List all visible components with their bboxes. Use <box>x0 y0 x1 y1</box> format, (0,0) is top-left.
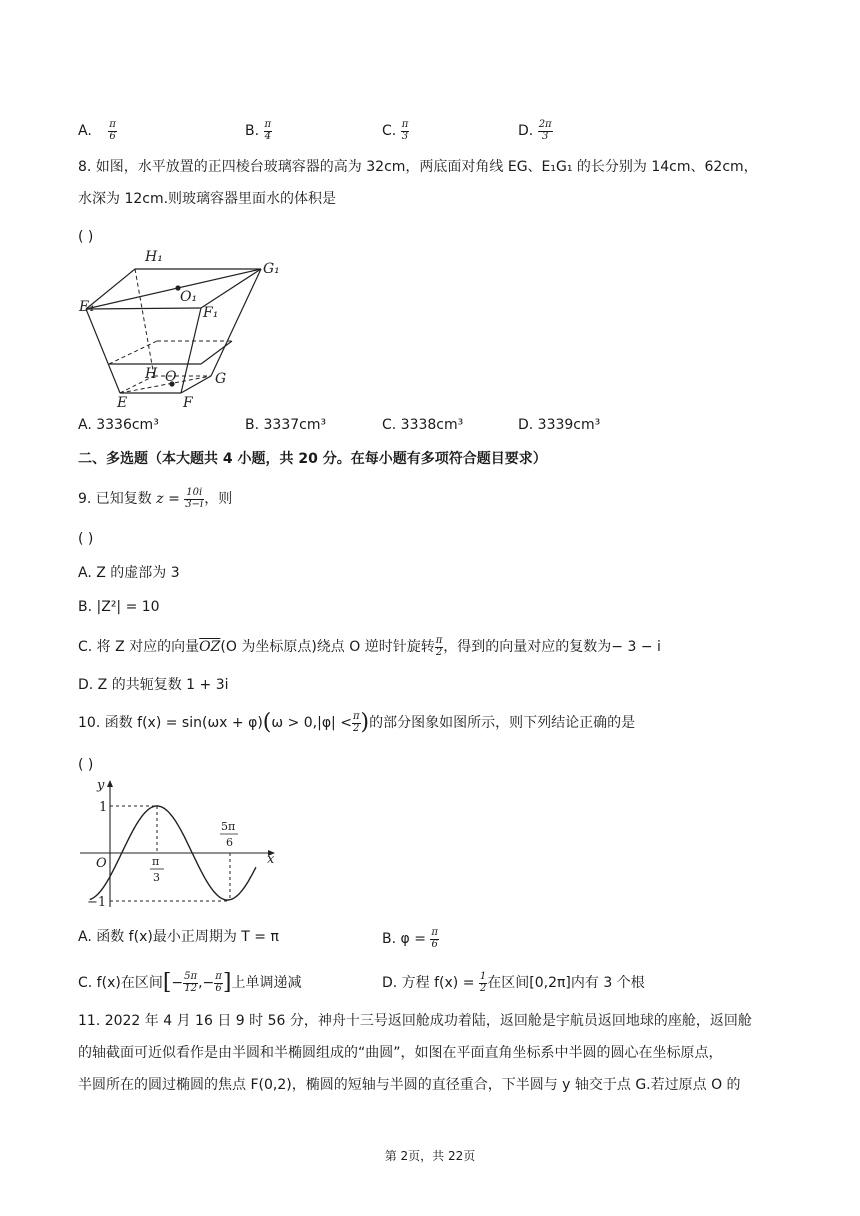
label-f: F <box>183 395 193 410</box>
fraction: $\frac{1}{2}$ <box>479 971 487 994</box>
fraction: $\frac{2\pi}{3}$ <box>538 119 552 142</box>
q8-option-c: C. 3338cm³ <box>382 417 464 433</box>
label-f1: F₁ <box>203 305 219 321</box>
label-h1: H₁ <box>145 249 163 265</box>
section-heading: 二、多选题（本大题共 4 小题，共 20 分。在每小题有多项符合题目要求） <box>78 451 547 467</box>
fraction: $\frac{\pi}{4}$ <box>264 119 272 142</box>
q8-answer-paren: ( ) <box>78 229 94 245</box>
label-e1: E₁ <box>79 299 95 315</box>
q7-option-a: A. $\frac{\pi}{6}$ <box>78 119 116 142</box>
tick-5pi6-den: 6 <box>226 836 233 849</box>
q10-option-c: C. f(x)在区间[− $\frac{5\pi}{12}$ ,− $\frac{\pi}{6}$ ]上单调递减 <box>78 970 302 995</box>
q8-stem-line2: 水深为 12cm.则玻璃容器里面水的体积是 <box>78 191 337 207</box>
q8-stem-line1: 8. 如图，水平放置的正四棱台玻璃容器的高为 32cm，两底面对角线 EG、E₁G₁ 的长分别为 14cm、62cm， <box>78 159 758 175</box>
tick-neg-one: −1 <box>87 895 107 910</box>
fraction: $\frac{\pi}{2}$ <box>435 635 443 658</box>
q10-answer-paren: ( ) <box>78 757 94 773</box>
sine-graph-figure <box>75 775 285 915</box>
q8-option-b: B. 3337cm³ <box>245 417 327 433</box>
label-e: E <box>117 395 128 410</box>
q9-stem: 9. 已知复数 z = $\frac{10i}{3-i}$ ，则 <box>78 487 233 510</box>
label-g: G <box>215 371 227 387</box>
tick-pi3-den: 3 <box>153 871 160 884</box>
q8-option-a: A. 3336cm³ <box>78 417 159 433</box>
fraction: $\frac{\pi}{6}$ <box>109 119 116 142</box>
tick-one: 1 <box>99 800 108 815</box>
q7-option-c: C. $\frac{\pi}{3}$ <box>382 119 409 142</box>
fraction: $\frac{\pi}{3}$ <box>401 119 409 142</box>
tick-pi3-num: π <box>152 855 160 868</box>
q7-option-d: D. $\frac{2\pi}{3}$ <box>518 119 552 142</box>
page-footer: 第 2页，共 22页 <box>384 1149 476 1163</box>
fraction: $\frac{5\pi}{12}$ <box>184 971 198 994</box>
origin-label: O <box>96 856 107 871</box>
q10-option-a: A. 函数 f(x)最小正周期为 T = π <box>78 929 279 945</box>
q10-stem: 10. 函数 f(x) = sin(ωx + φ)(ω > 0,|φ| < $\frac{\pi}{2}$ )的部分图象如图所示，则下列结论正确的是 <box>78 710 636 735</box>
fraction: $\frac{\pi}{2}$ <box>352 711 360 734</box>
y-axis-label: y <box>97 778 105 793</box>
label-g1: G₁ <box>263 261 280 277</box>
q11-stem-line2: 的轴截面可近似看作是由半圆和半椭圆组成的“曲圆”，如图在平面直角坐标系中半圆的圆心在坐标原点， <box>78 1045 723 1061</box>
q9-option-c: C. 将 Z 对应的向量$\overline{OZ}(O$ 为坐标原点)绕点 O 逆时针旋转 $\frac{\pi}{2}$ ，得到的向量对应的复数为− 3 − i <box>78 635 661 658</box>
label-o1: O₁ <box>180 289 198 305</box>
fraction: $\frac{\pi}{6}$ <box>215 971 222 994</box>
tick-5pi6-num: 5π <box>221 820 236 833</box>
q7-option-b: B. $\frac{\pi}{4}$ <box>245 119 272 142</box>
x-axis-label: x <box>267 852 275 867</box>
y-axis-arrow <box>107 780 113 787</box>
q10-option-b: B. φ = $\frac{\pi}{6}$ <box>382 927 438 950</box>
q11-stem-line1: 11. 2022 年 4 月 16 日 9 时 56 分，神舟十三号返回舱成功着陆，返回舱是宇航员返回地球的座舱，返回舱 <box>78 1013 752 1029</box>
fraction: $\frac{10i}{3-i}$ <box>185 487 204 510</box>
q9-option-d: D. Z 的共轭复数 1 + 3i <box>78 677 229 693</box>
frustum-figure <box>75 245 295 410</box>
q9-answer-paren: ( ) <box>78 531 94 547</box>
fraction: $\frac{\pi}{6}$ <box>431 927 438 950</box>
q9-option-a: A. Z 的虚部为 3 <box>78 565 180 581</box>
vector-oz: $\overline{OZ}$ <box>199 639 221 655</box>
q10-option-d: D. 方程 f(x) = $\frac{1}{2}$ 在区间[0,2π]内有 3 个根 <box>382 971 645 994</box>
q11-stem-line3: 半圆所在的圆过椭圆的焦点 F(0,2)，椭圆的短轴与半圆的直径重合，下半圆与 y 轴交于点 G.若过原点 O 的 <box>78 1077 741 1093</box>
q9-option-b: B. |Z²| = 10 <box>78 599 160 615</box>
label-h: H <box>145 366 158 382</box>
label-o: O <box>165 369 177 385</box>
q8-option-d: D. 3339cm³ <box>518 417 601 433</box>
